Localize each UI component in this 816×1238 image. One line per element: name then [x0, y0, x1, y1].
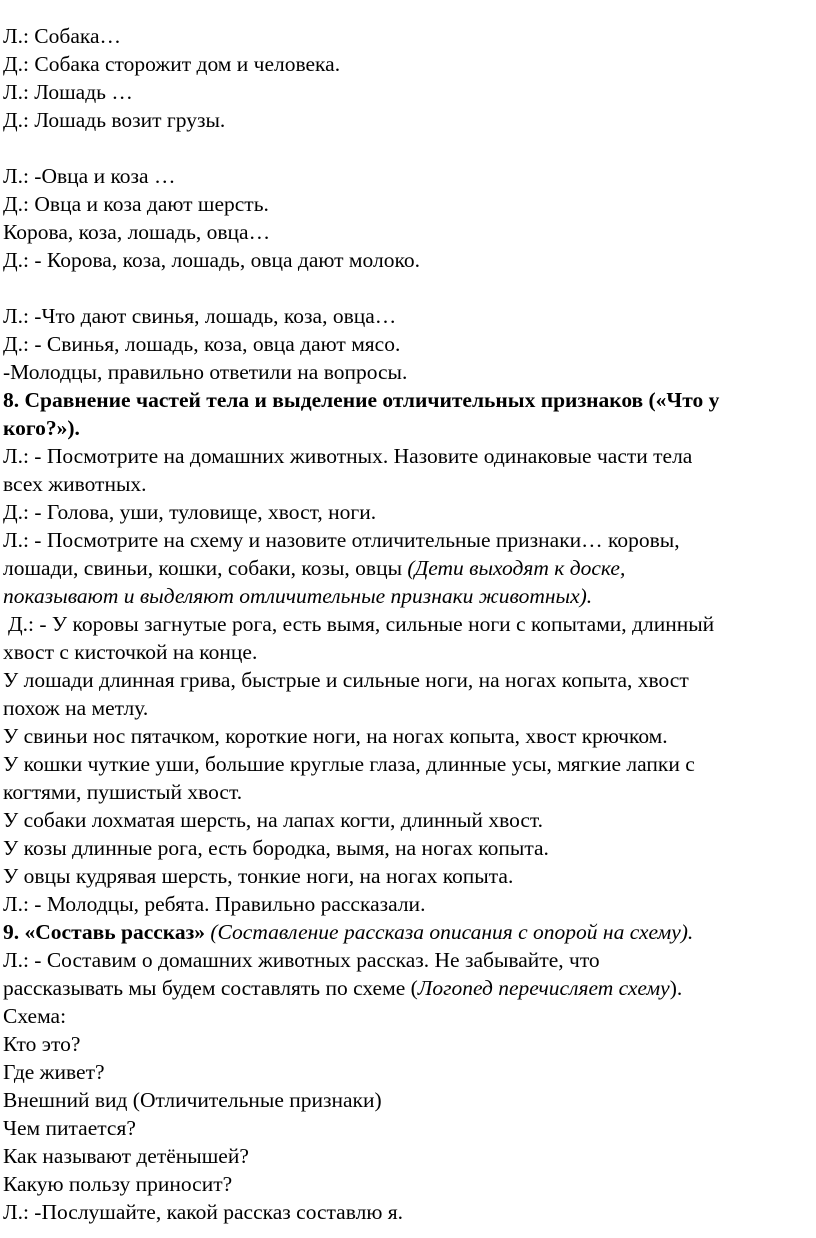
dialogue-line: Л.: - Посмотрите на домашних животных. Назовите одинаковые части тела — [3, 444, 693, 468]
dialogue-line: всех животных. — [3, 472, 147, 496]
section-heading-8: 8. Сравнение частей тела и выделение отличительных признаков («Что у — [3, 388, 720, 412]
dialogue-line: Д.: Собака сторожит дом и человека. — [3, 52, 341, 76]
line-text: ). — [669, 976, 683, 1000]
dialogue-line: Д.: - У коровы загнутые рога, есть вымя, сильные ноги с копытами, длинный — [8, 612, 715, 636]
dialogue-line: Д.: - Голова, уши, туловище, хвост, ноги. — [3, 500, 377, 524]
dialogue-line: Л.: -Что дают свинья, лошадь, коза, овца… — [3, 304, 397, 328]
blank-line — [0, 134, 816, 162]
stage-note: (Дети выходят к доске, — [407, 556, 626, 580]
dialogue-line: Л.: -Овца и коза … — [3, 164, 176, 188]
blank-line — [0, 274, 816, 302]
dialogue-line: У козы длинные рога, есть бородка, вымя, на ногах копыта. — [3, 836, 549, 860]
dialogue-line: Д.: Лошадь возит грузы. — [3, 108, 226, 132]
line-text: рассказывать мы будем составлять по схеме ( — [3, 976, 418, 1000]
section-heading-9 — [0, 918, 816, 946]
document-page — [0, 22, 816, 1226]
dialogue-line: Л.: - Посмотрите на схему и назовите отличительные признаки… коровы, — [3, 528, 680, 552]
dialogue-line: Корова, коза, лошадь, овца… — [3, 220, 271, 244]
heading-note: (Составление рассказа описания с опорой на схему). — [205, 920, 694, 944]
scheme-item: Где живет? — [3, 1060, 105, 1084]
section-heading-8-cont: кого?»). — [3, 416, 80, 440]
dialogue-line: Л.: -Послушайте, какой рассказ составлю я. — [3, 1200, 404, 1224]
dialogue-line: хвост с кисточкой на конце. — [3, 640, 258, 664]
scheme-item: Как называют детёнышей? — [3, 1144, 249, 1168]
dialogue-line: -Молодцы, правильно ответили на вопросы. — [3, 360, 408, 384]
dialogue-line: Д.: Овца и коза дают шерсть. — [3, 192, 269, 216]
dialogue-line — [0, 974, 816, 1002]
scheme-item: Внешний вид (Отличительные признаки) — [3, 1088, 382, 1112]
dialogue-line: когтями, пушистый хвост. — [3, 780, 243, 804]
dialogue-line — [0, 554, 816, 582]
dialogue-line: похож на метлу. — [3, 696, 149, 720]
dialogue-line: Л.: - Составим о домашних животных рассказ. Не забывайте, что — [3, 948, 600, 972]
scheme-item: Чем питается? — [3, 1116, 136, 1140]
heading-title: 9. «Составь рассказ» — [3, 920, 205, 944]
dialogue-line: Л.: - Молодцы, ребята. Правильно рассказали. — [3, 892, 426, 916]
dialogue-line: Д.: - Свинья, лошадь, коза, овца дают мясо. — [3, 332, 401, 356]
dialogue-line: Д.: - Корова, коза, лошадь, овца дают молоко. — [3, 248, 420, 272]
dialogue-line: У свиньи нос пятачком, короткие ноги, на ногах копыта, хвост крючком. — [3, 724, 668, 748]
scheme-label: Схема: — [3, 1004, 67, 1028]
dialogue-line: У овцы кудрявая шерсть, тонкие ноги, на ногах копыта. — [3, 864, 514, 888]
dialogue-line: У лошади длинная грива, быстрые и сильные ноги, на ногах копыта, хвост — [3, 668, 689, 692]
dialogue-line: Л.: Собака… — [3, 24, 122, 48]
dialogue-line: У собаки лохматая шерсть, на лапах когти, длинный хвост. — [3, 808, 544, 832]
stage-note: показывают и выделяют отличительные признаки животных). — [3, 584, 593, 608]
scheme-item: Кто это? — [3, 1032, 81, 1056]
scheme-item: Какую пользу приносит? — [3, 1172, 233, 1196]
dialogue-line: Л.: Лошадь … — [3, 80, 133, 104]
line-text: лошади, свиньи, кошки, собаки, козы, овцы — [3, 556, 408, 580]
stage-note: Логопед перечисляет схему — [417, 976, 670, 1000]
dialogue-line: У кошки чуткие уши, большие круглые глаза, длинные усы, мягкие лапки с — [3, 752, 695, 776]
